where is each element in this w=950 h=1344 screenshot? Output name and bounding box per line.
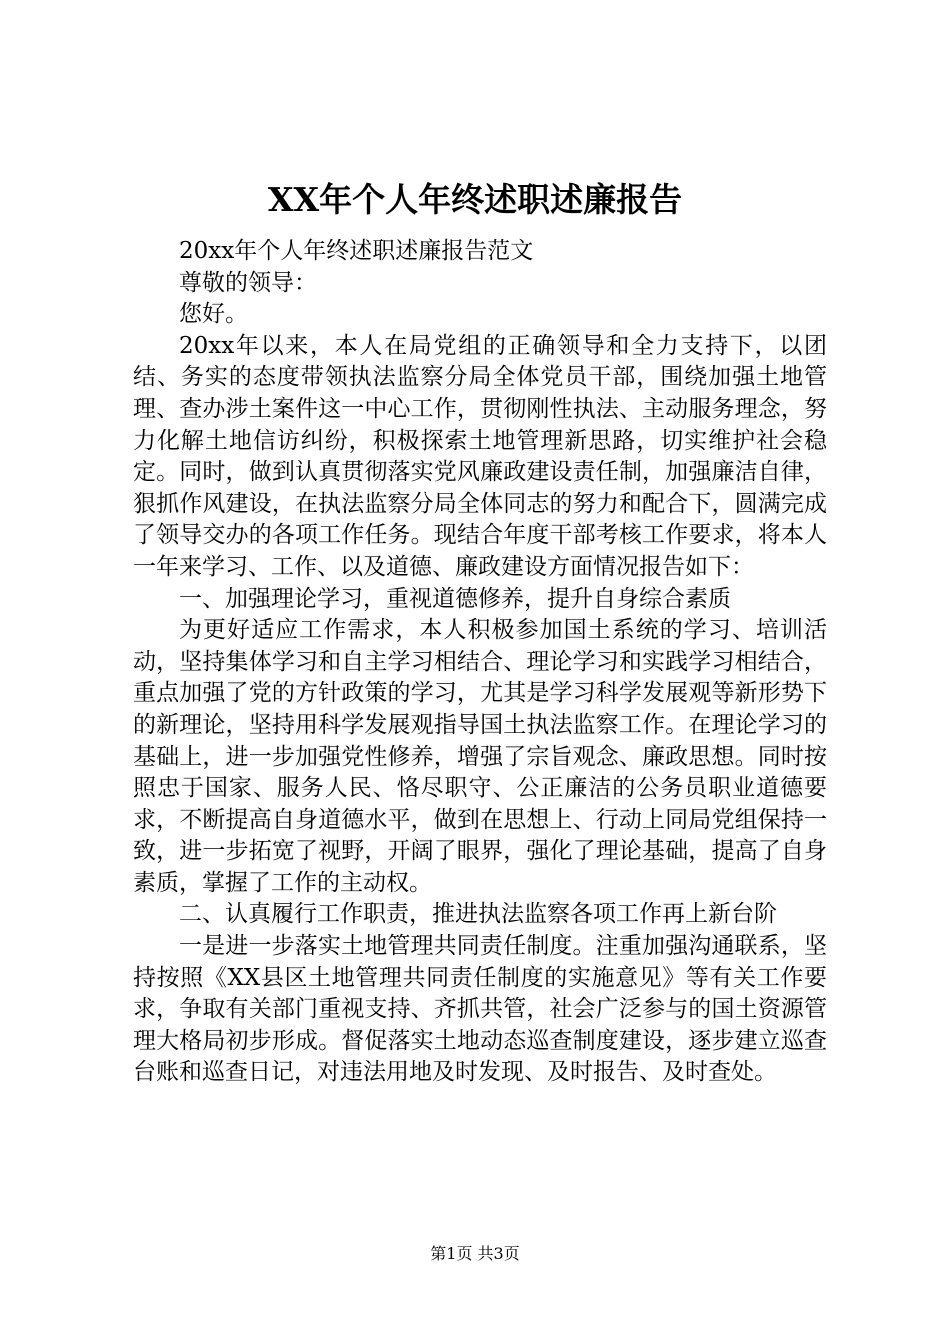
document-body — [133, 236, 827, 1089]
section-heading-1: 一、加强理论学习，重视道德修养，提升自身综合素质 — [179, 585, 731, 612]
page-number-footer: 第1页 共3页 — [430, 1244, 520, 1263]
paragraph-subtitle: 20xx年个人年终述职述廉报告范文 — [179, 238, 534, 264]
paragraph-section-2: 一是进一步落实土地管理共同责任制度。注重加强沟通联系，坚持按照《XX县区土地管理共同责任制度的实施意见》等有关工作要求，争取有关部门重视支持、齐抓共管，社会广泛参与的国土资源管理大格局初步形成。督促落实土地动态巡查制度建设，逐步建立巡查台账和巡查日记，对违法用地及时发现、及时报告、及时查处。 — [133, 933, 827, 1086]
paragraph-intro: 20xx年以来，本人在局党组的正确领导和全力支持下，以团结、务实的态度带领执法监察分局全体党员干部，围绕加强土地管理、查办涉土案件这一中心工作，贯彻刚性执法、主动服务理念，努力化解土地信访纠纷，积极探索土地管理新思路，切实维护社会稳定。同时，做到认真贯彻落实党风廉政建设责任制，加强廉洁自律，狠抓作风建设，在执法监察分局全体同志的努力和配合下，圆满完成了领导交办的各项工作任务。现结合年度干部考核工作要求，将本人一年来学习、工作、以及道德、廉政建设方面情况报告如下： — [133, 332, 827, 580]
paragraph-section-1: 为更好适应工作需求，本人积极参加国土系统的学习、培训活动，坚持集体学习和自主学习相结合、理论学习和实践学习相结合，重点加强了党的方针政策的学习，尤其是学习科学发展观等新形势下的新理论，坚持用科学发展观指导国土执法监察工作。在理论学习的基础上，进一步加强党性修养，增强了宗旨观念、廉政思想。同时按照忠于国家、服务人民、恪尽职守、公正廉洁的公务员职业道德要求，不断提高自身道德水平，做到在思想上、行动上同局党组保持一致，进一步拓宽了视野，开阔了眼界，强化了理论基础，提高了自身素质，掌握了工作的主动权。 — [133, 617, 827, 896]
document-title: XX年个人年终述职述廉报告 — [267, 180, 683, 219]
paragraph-greeting: 您好。 — [179, 301, 248, 328]
section-heading-2: 二、认真履行工作职责，推进执法监察各项工作再上新台阶 — [179, 901, 777, 928]
paragraph-salutation: 尊敬的领导： — [179, 269, 317, 296]
